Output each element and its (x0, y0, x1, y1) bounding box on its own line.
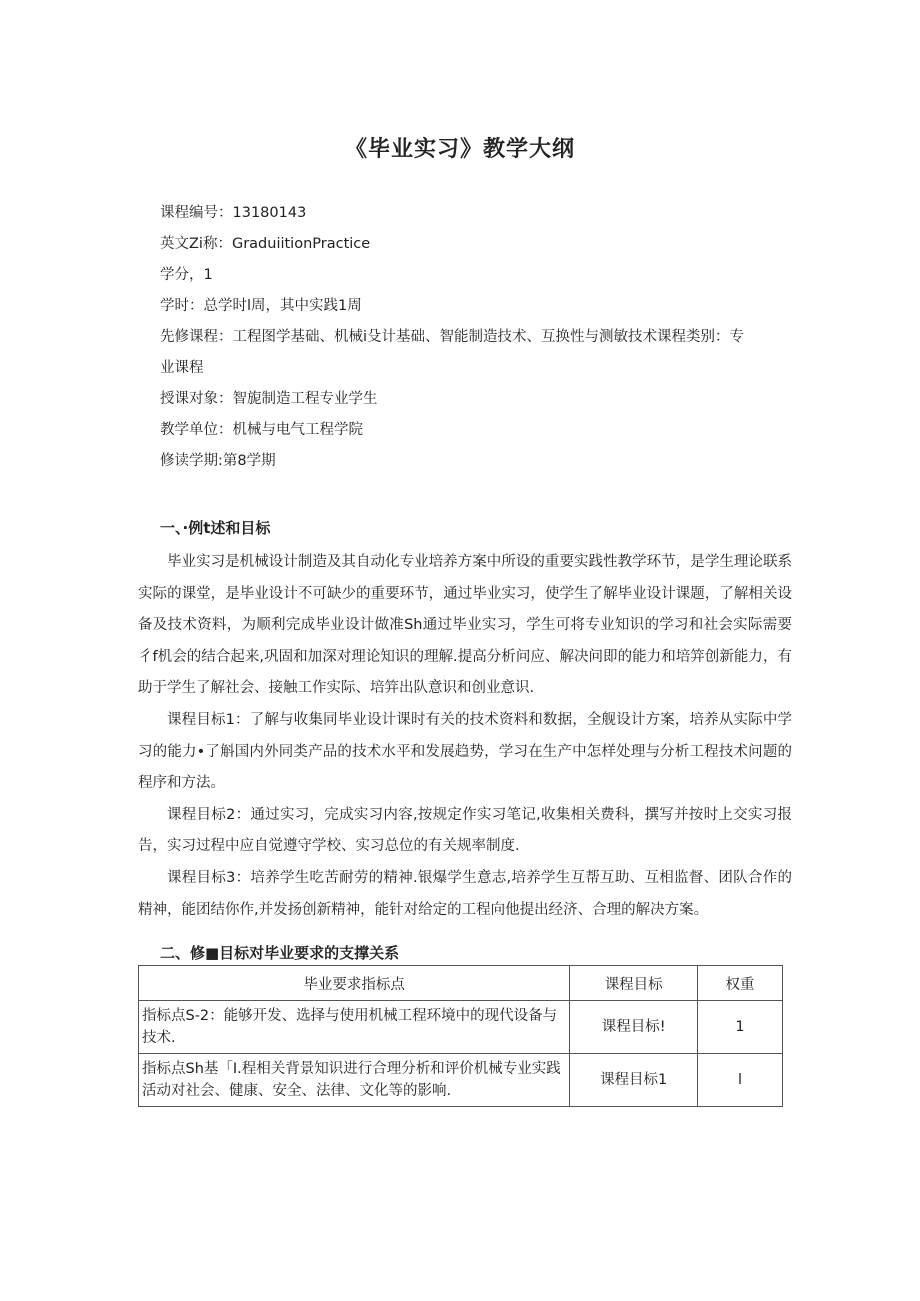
goal-cell: 课程目标1 (570, 1054, 698, 1107)
section2-heading: 二、修■目标对毕业要求的支撑关系 (160, 944, 400, 962)
course-info (160, 198, 800, 477)
english-name: 英文Zi称：GraduiitionPractice (160, 236, 371, 252)
teaching-unit: 教学单位：机械与电气工程学院 (160, 422, 363, 438)
section1-heading: 一、·例t述和目标 (160, 519, 271, 537)
requirement-cell: 指标点S-2：能够开发、选择与使用机械工程环境中的现代设备与技术. (139, 1001, 570, 1054)
header-weight: 权重 (698, 966, 783, 1001)
table-row (139, 1001, 783, 1054)
goal-cell: 课程目标! (570, 1001, 698, 1054)
support-table (138, 965, 783, 1107)
course-code: 课程编号：13180143 (160, 205, 307, 221)
requirement-cell: 指标点Sh基「I.程相关背景知识进行合理分析和评价机械专业实践活动对社会、健康、安全、法律、文化等的影响. (139, 1054, 570, 1107)
prerequisites: 先修课程：工程图学基础、机械i殳计基础、智能制造技术、互换性与测敏技术课程类别：专 (160, 329, 745, 345)
goal3-paragraph: 课程目标3：培养学生吃苦耐劳的精神.银爆学生意志,培养学生互帮互助、互相监督、团队合作的精神，能团结你作,并发扬创新精神，能针对给定的工程向他提出经济、合理的解决方案。 (138, 869, 792, 918)
table-header-row (139, 966, 783, 1001)
audience: 授课对象：智旎制造工程专业学生 (160, 391, 378, 407)
weight-cell: l (698, 1054, 783, 1107)
table-row (139, 1054, 783, 1107)
document-title: 《毕业实习》教学大纲 (344, 137, 575, 162)
hours: 学时：总学时l周，其中实践1周 (160, 298, 362, 314)
prerequisites-continued: 业课程 (160, 360, 204, 376)
credits: 学分，1 (160, 267, 213, 283)
header-goal: 课程目标 (570, 966, 698, 1001)
semester: 修读学期:第8学期 (160, 453, 276, 469)
goal1-paragraph: 课程目标1：了解与收集同毕业设计课时有关的技术资料和数据，全舰设计方案，培养从实际中学习的能力•了斛国内外同类产品的技术水平和发展趋势，学习在生产中怎样处理与分析工程技术问题的程序和方法。 (138, 711, 792, 792)
goal2-paragraph: 课程目标2：通过实习，完成实习内容,按规定作实习笔记,收集相关费科，撰写并按时上交实习报告，实习过程中应自觉遵守学校、实习总位的有关规率制度. (138, 806, 792, 855)
section1-body (138, 547, 792, 926)
weight-cell: 1 (698, 1001, 783, 1054)
header-requirement: 毕业要求指标点 (139, 966, 570, 1001)
overview-paragraph: 毕业实习是机械设计制造及其自动化专业培养方案中所设的重要实践性教学环节，是学生理论联系实际的课堂，是毕业设计不可缺少的重要环节，通过毕业实习，使学生了解毕业设计课题，了解相关设备及技术资料，为顺利完成毕业设计做准Sh通过毕业实习，学生可将专业知识的学习和社会实际需要彳f机会的结合起来,巩固和加深对理论知识的理解.提高分析问应、解决问即的能力和培笄创新能力，有助于学生了解社会、接触工作实际、培笄出队意识和创业意识. (138, 554, 792, 697)
